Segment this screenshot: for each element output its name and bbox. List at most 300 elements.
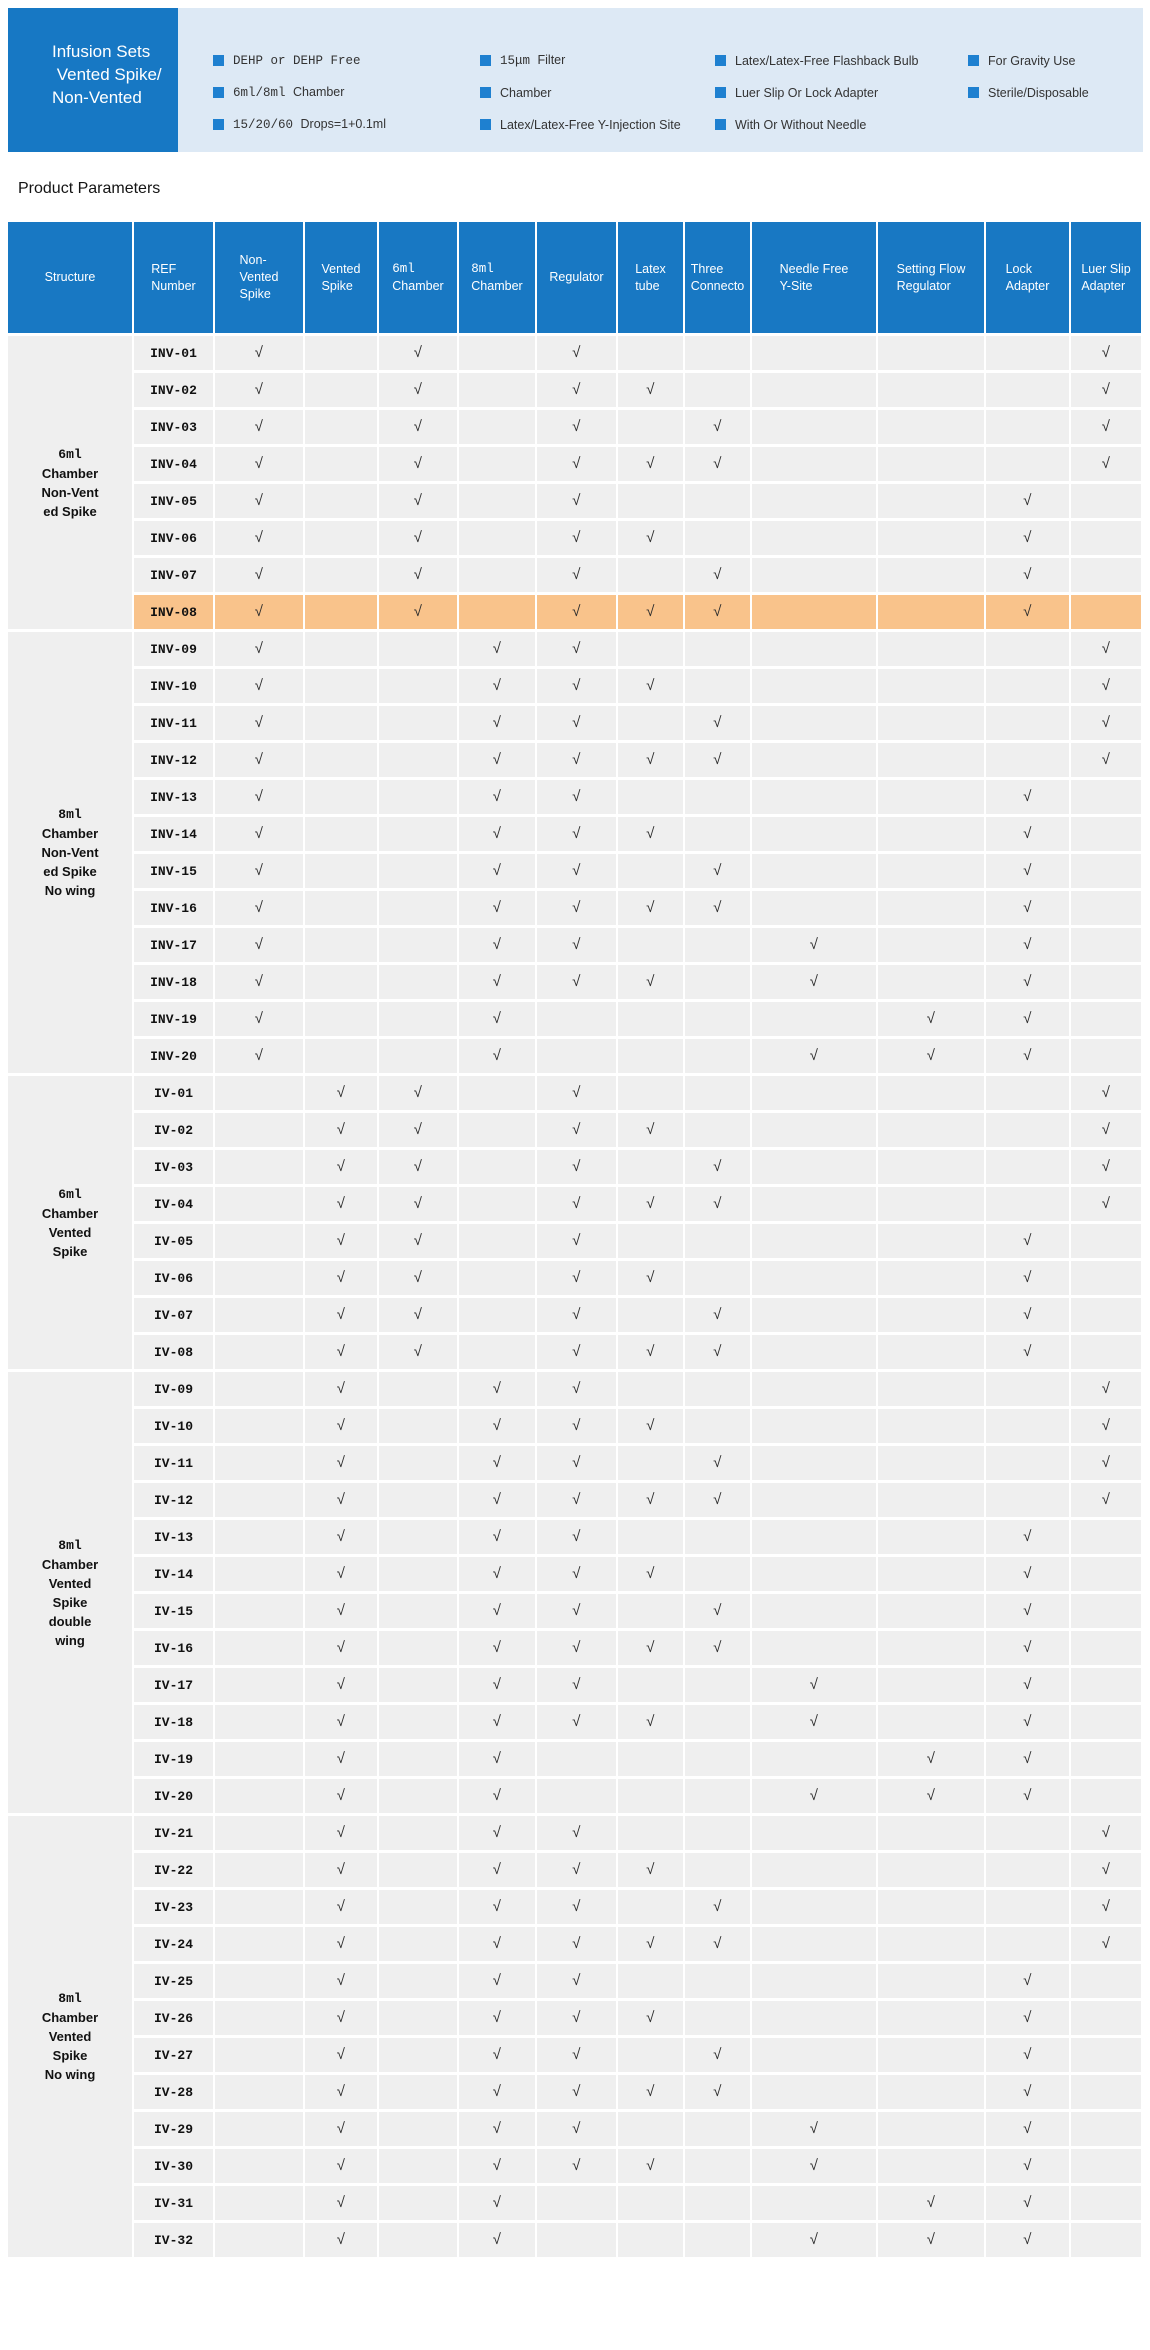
check-icon: √ [413,493,423,510]
cell-6ml-chamber [379,1927,459,1964]
cell-lock-adapter [986,2038,1071,2075]
cell-setting-flow-regulator [878,928,986,965]
cell-three-connecto [685,928,752,965]
cell-latex-tube [618,817,685,854]
cell-vented-spike [305,1002,379,1039]
table-row[interactable] [8,743,1143,780]
cell-lock-adapter [986,1335,1071,1372]
table-row[interactable] [8,336,1143,373]
check-icon: √ [413,345,423,362]
check-icon: √ [645,1122,655,1139]
table-row[interactable] [8,2112,1143,2149]
table-row[interactable] [8,1039,1143,1076]
table-row[interactable] [8,1779,1143,1816]
cell-6ml-chamber [379,1668,459,1705]
cell-non-vented-spike [215,1002,305,1039]
cell-latex-tube [618,1594,685,1631]
column-header-setting-flow-regulator [878,222,986,336]
check-icon: √ [336,1529,346,1546]
cell-three-connecto [685,1039,752,1076]
cell-lock-adapter [986,1853,1071,1890]
table-row[interactable] [8,1335,1143,1372]
check-icon: √ [492,937,502,954]
cell-6ml-chamber [379,780,459,817]
table-row[interactable] [8,1409,1143,1446]
cell-8ml-chamber [459,595,537,632]
check-icon: √ [571,1307,581,1324]
cell-setting-flow-regulator [878,1224,986,1261]
cell-8ml-chamber [459,1187,537,1224]
check-icon: √ [926,1048,936,1065]
check-icon: √ [254,530,264,547]
check-icon: √ [645,2010,655,2027]
check-icon: √ [571,1418,581,1435]
table-row[interactable] [8,1742,1143,1779]
cell-latex-tube [618,2223,685,2260]
ref-number-cell: INV-11 [134,706,215,743]
cell-6ml-chamber [379,1002,459,1039]
ref-number-cell: IV-17 [134,1668,215,1705]
feature-item [715,52,918,69]
check-icon: √ [571,1899,581,1916]
cell-regulator [537,817,618,854]
cell-6ml-chamber [379,1187,459,1224]
cell-6ml-chamber [379,1076,459,1113]
bullet-square-icon [968,55,979,66]
cell-regulator [537,2075,618,2112]
cell-latex-tube [618,632,685,669]
table-row[interactable] [8,484,1143,521]
ref-number-cell: IV-23 [134,1890,215,1927]
cell-regulator [537,1372,618,1409]
column-header-label: Regulator [549,270,604,284]
cell-latex-tube [618,2112,685,2149]
cell-latex-tube [618,854,685,891]
cell-6ml-chamber [379,2149,459,2186]
check-icon: √ [712,1159,722,1176]
check-icon: √ [712,1492,722,1509]
table-row[interactable] [8,373,1143,410]
cell-non-vented-spike [215,1668,305,1705]
table-row[interactable] [8,410,1143,447]
check-icon: √ [1022,1714,1032,1731]
cell-latex-tube [618,1076,685,1113]
cell-vented-spike [305,1742,379,1779]
cell-8ml-chamber [459,410,537,447]
cell-latex-tube [618,2186,685,2223]
check-icon: √ [254,974,264,991]
ref-number-cell: INV-12 [134,743,215,780]
cell-vented-spike [305,1853,379,1890]
cell-luer-slip-adapter [1071,1927,1143,1964]
table-row[interactable] [8,1816,1143,1853]
check-icon: √ [492,1899,502,1916]
ref-number-cell: IV-19 [134,1742,215,1779]
cell-three-connecto [685,2001,752,2038]
table-row[interactable] [8,2149,1143,2186]
cell-lock-adapter [986,1520,1071,1557]
cell-three-connecto [685,1853,752,1890]
cell-vented-spike [305,2075,379,2112]
ref-number-cell: IV-13 [134,1520,215,1557]
table-row[interactable] [8,447,1143,484]
cell-luer-slip-adapter [1071,632,1143,669]
cell-latex-tube [618,1298,685,1335]
ref-number-cell: INV-04 [134,447,215,484]
table-row[interactable] [8,1520,1143,1557]
check-icon: √ [712,752,722,769]
cell-8ml-chamber [459,1224,537,1261]
cell-needle-free-y-site [752,1039,878,1076]
cell-6ml-chamber [379,2223,459,2260]
cell-three-connecto [685,965,752,1002]
cell-6ml-chamber [379,2038,459,2075]
table-row[interactable] [8,817,1143,854]
cell-lock-adapter [986,2186,1071,2223]
cell-luer-slip-adapter [1071,1224,1143,1261]
cell-non-vented-spike [215,1150,305,1187]
check-icon: √ [712,1603,722,1620]
cell-needle-free-y-site [752,2149,878,2186]
check-icon: √ [809,1714,819,1731]
check-icon: √ [413,530,423,547]
banner-title-line: Vented Spike/ [52,65,162,84]
feature-label: Latex/Latex-Free Y-Injection Site [500,117,681,132]
cell-non-vented-spike [215,1113,305,1150]
feature-item [968,84,1089,101]
cell-non-vented-spike [215,1224,305,1261]
cell-luer-slip-adapter [1071,521,1143,558]
check-icon: √ [492,1714,502,1731]
ref-number-cell: IV-04 [134,1187,215,1224]
cell-regulator [537,1187,618,1224]
cell-8ml-chamber [459,1816,537,1853]
cell-non-vented-spike [215,1890,305,1927]
cell-latex-tube [618,1409,685,1446]
cell-luer-slip-adapter [1071,1446,1143,1483]
cell-three-connecto [685,2223,752,2260]
check-icon: √ [336,2195,346,2212]
check-icon: √ [336,1714,346,1731]
cell-vented-spike [305,1927,379,1964]
check-icon: √ [571,1862,581,1879]
cell-setting-flow-regulator [878,1039,986,1076]
cell-three-connecto [685,669,752,706]
check-icon: √ [1101,1825,1111,1842]
check-icon: √ [492,2010,502,2027]
cell-lock-adapter [986,1668,1071,1705]
cell-regulator [537,1002,618,1039]
cell-latex-tube [618,1039,685,1076]
cell-latex-tube [618,965,685,1002]
cell-three-connecto [685,1187,752,1224]
cell-vented-spike [305,1113,379,1150]
table-row[interactable] [8,1853,1143,1890]
table-row[interactable] [8,558,1143,595]
check-icon: √ [571,1381,581,1398]
table-row[interactable] [8,1705,1143,1742]
check-icon: √ [492,752,502,769]
table-row[interactable] [8,2075,1143,2112]
cell-setting-flow-regulator [878,632,986,669]
cell-luer-slip-adapter [1071,2001,1143,2038]
table-row[interactable] [8,595,1143,632]
check-icon: √ [336,1381,346,1398]
table-row[interactable] [8,521,1143,558]
check-icon: √ [1101,1455,1111,1472]
cell-vented-spike [305,1298,379,1335]
check-icon: √ [712,1344,722,1361]
cell-8ml-chamber [459,1520,537,1557]
table-row[interactable] [8,1076,1143,1113]
column-header-three-connecto [685,222,752,336]
cell-setting-flow-regulator [878,1261,986,1298]
bullet-square-icon [480,87,491,98]
cell-needle-free-y-site [752,484,878,521]
product-parameters-table [8,222,1143,2260]
check-icon: √ [571,641,581,658]
table-row[interactable] [8,1594,1143,1631]
check-icon: √ [336,1640,346,1657]
table-row[interactable] [8,1890,1143,1927]
check-icon: √ [571,1640,581,1657]
cell-non-vented-spike [215,1039,305,1076]
cell-three-connecto [685,1779,752,1816]
cell-needle-free-y-site [752,1335,878,1372]
check-icon: √ [712,863,722,880]
banner-title-box [8,8,178,152]
table-row[interactable] [8,2186,1143,2223]
check-icon: √ [571,863,581,880]
cell-three-connecto [685,2186,752,2223]
cell-8ml-chamber [459,669,537,706]
table-row[interactable] [8,1187,1143,1224]
cell-luer-slip-adapter [1071,1002,1143,1039]
cell-6ml-chamber [379,595,459,632]
table-row[interactable] [8,891,1143,928]
table-row[interactable] [8,1927,1143,1964]
cell-setting-flow-regulator [878,447,986,484]
check-icon: √ [1022,1344,1032,1361]
cell-three-connecto [685,817,752,854]
cell-setting-flow-regulator [878,410,986,447]
cell-6ml-chamber [379,410,459,447]
cell-8ml-chamber [459,1076,537,1113]
check-icon: √ [645,1640,655,1657]
check-icon: √ [1101,752,1111,769]
check-icon: √ [1101,456,1111,473]
check-icon: √ [336,1825,346,1842]
cell-latex-tube [618,521,685,558]
cell-vented-spike [305,2112,379,2149]
check-icon: √ [336,1492,346,1509]
table-row[interactable] [8,965,1143,1002]
cell-setting-flow-regulator [878,1298,986,1335]
cell-needle-free-y-site [752,1150,878,1187]
check-icon: √ [1022,1677,1032,1694]
check-icon: √ [336,1122,346,1139]
cell-three-connecto [685,521,752,558]
check-icon: √ [645,604,655,621]
ref-number-cell: IV-06 [134,1261,215,1298]
table-row[interactable] [8,1113,1143,1150]
ref-number-cell: INV-05 [134,484,215,521]
check-icon: √ [492,1862,502,1879]
cell-8ml-chamber [459,1853,537,1890]
check-icon: √ [712,1455,722,1472]
feature-label: 15/20/60 Drops=1+0.1ml [233,117,386,132]
check-icon: √ [336,1233,346,1250]
cell-regulator [537,1039,618,1076]
ref-number-cell: IV-18 [134,1705,215,1742]
cell-three-connecto [685,2038,752,2075]
table-row[interactable] [8,1964,1143,2001]
check-icon: √ [413,604,423,621]
cell-latex-tube [618,336,685,373]
cell-latex-tube [618,1446,685,1483]
table-row[interactable] [8,1631,1143,1668]
check-icon: √ [336,1418,346,1435]
ref-number-cell: INV-09 [134,632,215,669]
check-icon: √ [571,678,581,695]
cell-latex-tube [618,743,685,780]
column-header-label: Luer Slip Adapter [1081,261,1131,293]
cell-luer-slip-adapter [1071,1964,1143,2001]
cell-needle-free-y-site [752,1853,878,1890]
cell-setting-flow-regulator [878,1076,986,1113]
cell-three-connecto [685,336,752,373]
check-icon: √ [1022,2084,1032,2101]
cell-latex-tube [618,2149,685,2186]
table-row[interactable] [8,1446,1143,1483]
table-row[interactable] [8,1224,1143,1261]
cell-regulator [537,2186,618,2223]
feature-label: For Gravity Use [988,53,1076,68]
cell-luer-slip-adapter [1071,1742,1143,1779]
cell-three-connecto [685,1446,752,1483]
table-row[interactable] [8,1150,1143,1187]
table-row[interactable] [8,1372,1143,1409]
ref-number-cell: IV-01 [134,1076,215,1113]
cell-regulator [537,373,618,410]
cell-regulator [537,336,618,373]
check-icon: √ [336,1270,346,1287]
cell-luer-slip-adapter [1071,2223,1143,2260]
table-row[interactable] [8,669,1143,706]
table-row[interactable] [8,2223,1143,2260]
cell-8ml-chamber [459,743,537,780]
cell-luer-slip-adapter [1071,1816,1143,1853]
cell-lock-adapter [986,965,1071,1002]
cell-luer-slip-adapter [1071,1594,1143,1631]
cell-luer-slip-adapter [1071,2149,1143,2186]
table-row[interactable] [8,1557,1143,1594]
cell-needle-free-y-site [752,2186,878,2223]
cell-6ml-chamber [379,1853,459,1890]
cell-three-connecto [685,1409,752,1446]
check-icon: √ [571,2084,581,2101]
structure-group-cell: 6ml Chamber Non-Vent ed Spike [8,336,134,632]
cell-luer-slip-adapter [1071,1039,1143,1076]
check-icon: √ [645,752,655,769]
cell-setting-flow-regulator [878,2038,986,2075]
table-row[interactable] [8,928,1143,965]
cell-vented-spike [305,2149,379,2186]
table-row[interactable] [8,632,1143,669]
table-row[interactable] [8,780,1143,817]
feature-label: DEHP or DEHP Free [233,54,361,68]
cell-luer-slip-adapter [1071,1557,1143,1594]
table-row[interactable] [8,706,1143,743]
table-row[interactable] [8,1668,1143,1705]
cell-setting-flow-regulator [878,336,986,373]
cell-vented-spike [305,706,379,743]
cell-needle-free-y-site [752,1927,878,1964]
cell-setting-flow-regulator [878,1446,986,1483]
cell-needle-free-y-site [752,1520,878,1557]
table-row[interactable] [8,2038,1143,2075]
cell-needle-free-y-site [752,447,878,484]
cell-vented-spike [305,1779,379,1816]
cell-three-connecto [685,1594,752,1631]
cell-needle-free-y-site [752,410,878,447]
ref-number-cell: IV-31 [134,2186,215,2223]
check-icon: √ [336,2010,346,2027]
cell-setting-flow-regulator [878,1631,986,1668]
table-row[interactable] [8,2001,1143,2038]
cell-setting-flow-regulator [878,2186,986,2223]
cell-lock-adapter [986,1890,1071,1927]
check-icon: √ [1022,493,1032,510]
table-row[interactable] [8,1298,1143,1335]
cell-setting-flow-regulator [878,521,986,558]
cell-latex-tube [618,558,685,595]
cell-8ml-chamber [459,1150,537,1187]
cell-luer-slip-adapter [1071,1076,1143,1113]
cell-lock-adapter [986,1002,1071,1039]
cell-regulator [537,1631,618,1668]
cell-6ml-chamber [379,2112,459,2149]
check-icon: √ [571,1159,581,1176]
cell-8ml-chamber [459,928,537,965]
table-row[interactable] [8,854,1143,891]
cell-luer-slip-adapter [1071,1631,1143,1668]
cell-needle-free-y-site [752,1076,878,1113]
check-icon: √ [1022,1307,1032,1324]
cell-three-connecto [685,558,752,595]
table-row[interactable] [8,1261,1143,1298]
cell-non-vented-spike [215,2112,305,2149]
banner-title-line: Non-Vented [52,88,142,107]
table-row[interactable] [8,1483,1143,1520]
cell-6ml-chamber [379,817,459,854]
cell-lock-adapter [986,780,1071,817]
check-icon: √ [1022,1011,1032,1028]
cell-6ml-chamber [379,484,459,521]
cell-needle-free-y-site [752,1668,878,1705]
check-icon: √ [571,567,581,584]
table-row[interactable] [8,1002,1143,1039]
ref-number-cell: IV-20 [134,1779,215,1816]
cell-regulator [537,447,618,484]
cell-non-vented-spike [215,965,305,1002]
column-header-label: Non- Vented Spike [239,253,279,301]
check-icon: √ [712,419,722,436]
cell-vented-spike [305,928,379,965]
cell-needle-free-y-site [752,2075,878,2112]
cell-latex-tube [618,1705,685,1742]
column-header-vented-spike [305,222,379,336]
